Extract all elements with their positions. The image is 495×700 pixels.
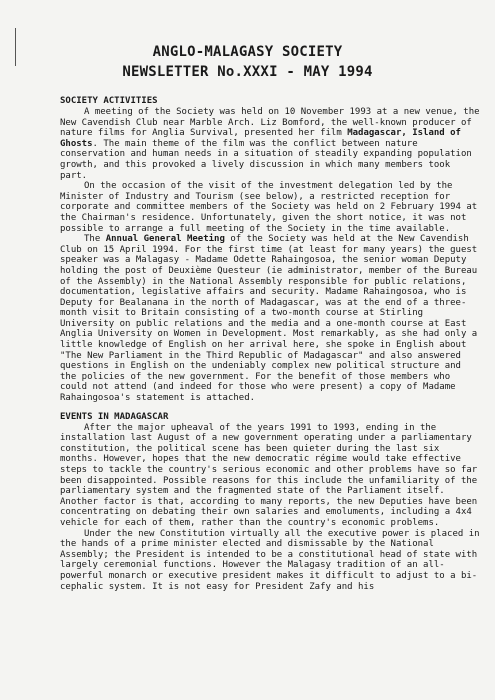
emphasized-text: Annual General Meeting xyxy=(105,234,225,245)
paragraph-text: of the Society was held at the New Cavendish Club on 15 April 1994. For the first time (at least for many years) the guest speaker was a Malagasy - Madame Odette Rahaingosoa, the senior woman Deputy holding the post of Deuxième Questeur (ie administrator, member of the Bureau of the Assembly) in the National Assembly responsible for public relations, documentation, legislative affairs and security. Madame Rahaingosoa, who is Deputy for Bealanana in the north of Madagascar, was at the end of a three-month visit to Britain consisting of a two-month course at Stirling University on public relations and the media and a one-month course at East Anglia University on Women in Development. Most remarkably, as she had only a little knowledge of English on her arrival here, she spoke in English about "The New Parliament in the Third Republic of Madagascar" and also answered questions in English on the undeniably complex new political structure and the policies of the new government. For the benefit of those members who could not attend (and indeed for those who were present) a copy of Madame Rahaingosoa's statement is attached. xyxy=(60,234,478,404)
society-title: ANGLO-MALAGASY SOCIETY xyxy=(152,44,343,60)
section-heading: SOCIETY ACTIVITIES xyxy=(60,96,158,106)
section-gap xyxy=(60,404,480,412)
paragraph-text: A meeting of the Society was held on 10 November 1993 at a new venue, the New Cavendish Club near Marble Arch. Liz Bomford, the well-known producer of nature films for Anglia Survival, presented her film xyxy=(60,107,480,139)
emphasized-text: Madagascar, Island of Ghosts xyxy=(60,128,461,149)
paragraph-text: The xyxy=(84,234,106,245)
paragraph-text: After the major upheaval of the years 1991 to 1993, ending in the installation last August of a new government operating under a parliamentary constitution, the political scene has been quieter during the last six months. However, hopes that the new democratic régime would take effective steps to tackle the country's serious economic and other problems have so far been disappointed. Possible reasons for this include the unfamiliarity of the parliamentary system and the fragmented state of the Parliament itself. Another factor is that, according to many reports, the new Deputies have been concentrating on debating their own salaries and emoluments, including a 4x4 vehicle for each of them, rather than the country's economic problems. xyxy=(60,422,478,528)
paragraph-text: On the occasion of the visit of the investment delegation led by the Minister of Industry and Tourism (see below), a restricted reception for corporate and committee members of the Society was held on 2 February 1994 at the Chairman's residence. Unfortunately, given the short notice, it was not possible to arrange a full meeting of the Society in the time available. xyxy=(60,181,478,234)
section-heading: EVENTS IN MADAGASCAR xyxy=(60,411,169,422)
paragraph-text: . The main theme of the film was the conflict between nature conservation and human needs in a situation of steadily expanding population growth, and this provoked a lively discussion in which many members took part. xyxy=(60,138,472,181)
body-paragraph xyxy=(60,234,480,404)
body-paragraph xyxy=(60,107,480,181)
newsletter-title: NEWSLETTER No.XXXI - MAY 1994 xyxy=(122,64,373,80)
newsletter-body xyxy=(60,96,480,592)
body-paragraph xyxy=(60,423,480,529)
body-paragraph xyxy=(60,529,480,593)
paragraph-text: Under the new Constitution virtually all the executive power is placed in the hands of a prime minister elected and dismissable by the National Assembly; the President is intended to be a constitutional head of state with largely ceremonial functions. However the Malagasy tradition of an all-powerful monarch or executive president makes it difficult to adjust to a bi-cephalic system. It is not easy for President Zafy and his xyxy=(60,528,480,592)
body-paragraph xyxy=(60,181,480,234)
